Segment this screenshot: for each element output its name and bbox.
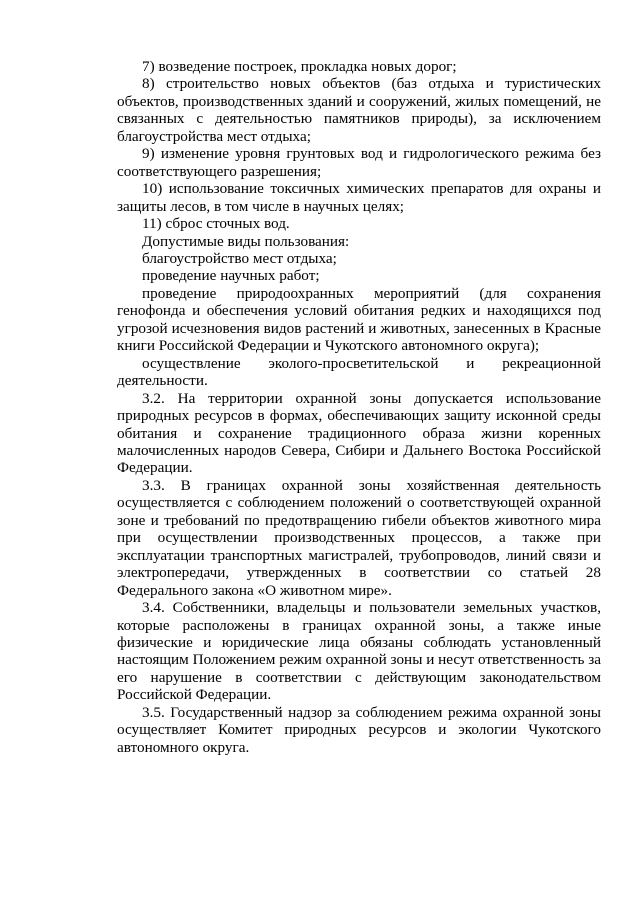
paragraph-section-3-4: 3.4. Собственники, владельцы и пользователи земельных участков, которые расположены в границах охранной зоны, а также иные физические и юридические лица обязаны соблюдать установленный настоящим Положением режим охранной зоны и несут ответственность за его нарушение в соответствии с действующим законодательством Российской Федерации.	[117, 599, 601, 704]
paragraph-allowed-uses-heading: Допустимые виды пользования:	[142, 232, 350, 250]
paragraph-allowed-use-rest-areas: благоустройство мест отдыха;	[142, 249, 337, 267]
paragraph-item-9: 9) изменение уровня грунтовых вод и гидрологического режима без соответствующего разрешения;	[117, 145, 601, 180]
paragraph-item-11: 11) сброс сточных вод.	[142, 215, 290, 233]
paragraph-section-3-3: 3.3. В границах охранной зоны хозяйственная деятельность осуществляется с соблюдением положений о соответствующей охранной зоне и требований по предотвращению гибели объектов животного мира при осуществлении производственных процессов, а также при эксплуатации транспортных магистралей, трубопроводов, линий связи и электропередачи, утвержденных в соответствии со статьей 28 Федерального закона «О животном мире».	[117, 476, 601, 599]
document-body	[117, 58, 601, 756]
paragraph-section-3-5: 3.5. Государственный надзор за соблюдением режима охранной зоны осуществляет Комитет природных ресурсов и экологии Чукотского автономного округа.	[117, 703, 601, 756]
paragraph-allowed-use-research: проведение научных работ;	[142, 267, 320, 285]
paragraph-item-10: 10) использование токсичных химических препаратов для охраны и защиты лесов, в том числе в научных целях;	[117, 180, 601, 215]
paragraph-section-3-2: 3.2. На территории охранной зоны допускается использование природных ресурсов в формах, обеспечивающих защиту исконной среды обитания и сохранение традиционного образа жизни коренных малочисленных народов Севера, Сибири и Дальнего Востока Российской Федерации.	[117, 389, 601, 477]
paragraph-item-8: 8) строительство новых объектов (баз отдыха и туристических объектов, производственных зданий и сооружений, жилых помещений, не связанных с деятельностью памятников природы), за исключением благоустройства мест отдыха;	[117, 75, 601, 145]
paragraph-allowed-use-education: осуществление эколого-просветительской и рекреационной деятельности.	[117, 354, 601, 390]
paragraph-item-7: 7) возведение построек, прокладка новых дорог;	[142, 58, 457, 75]
paragraph-allowed-use-conservation: проведение природоохранных мероприятий (для сохранения генофонда и обеспечения условий обитания редких и находящихся под угрозой исчезновения видов растений и животных, занесенных в Красные книги Российской Федерации и Чукотского автономного округа);	[117, 284, 601, 355]
